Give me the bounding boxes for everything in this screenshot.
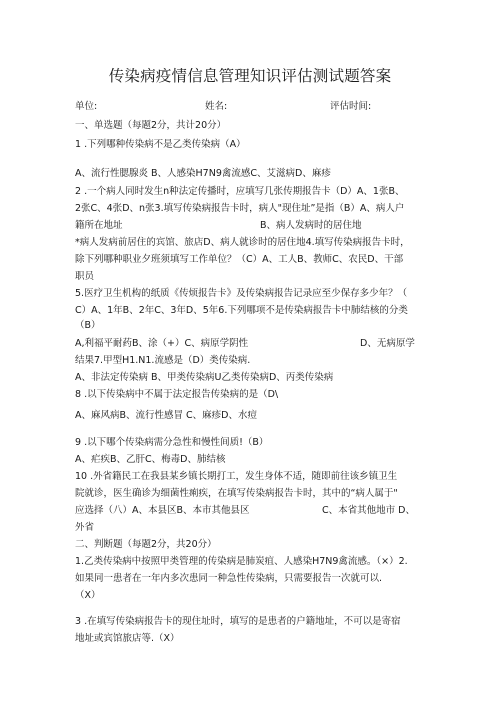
question-line: C）A、1年B、2年C、3年D、5年6.下列哪项不是传染病报告卡中肺结核的分类 <box>75 305 408 316</box>
options-line: A、非法定传染病 B、甲类传染病U乙类传染病D、丙类传染病 <box>75 372 334 383</box>
answer-line: （X） <box>75 590 101 601</box>
question-line: 1 .下列哪种传染病不是乙类传染病（A） <box>75 139 246 150</box>
question-line: 院就诊，医生确诊为细菌性痢疾，在填写传染病报告卡时，其中的“病人属于" <box>75 488 398 499</box>
no-pathogen-option: D、无病原学 <box>360 338 415 349</box>
name-label: 姓名: <box>205 101 228 112</box>
address-option: B、病人发病时的居住地 <box>260 220 362 231</box>
question-line: 职员 <box>75 271 95 282</box>
question-line: 籍所在地址 <box>75 220 123 231</box>
options-line: A、麻风病B、流行性感冒 C、麻疹D、水痘 <box>75 410 257 421</box>
question-line: （B） <box>75 320 101 331</box>
question-line: 外省 <box>75 522 95 533</box>
question-line: 3 .在填写传染病报告卡的现住址时，填写的是患者的户籍地址，不可以是寄宿 <box>75 616 401 627</box>
question-line: 应选择（八）A、本县区B、本市其他县区 <box>75 505 250 516</box>
question-line: 结果7.甲型H1.N1.流感是（D）类传染病. <box>75 355 251 366</box>
section-single-choice: 一、单选题（每题2分，共计20分） <box>75 120 227 131</box>
question-line: 地址或宾馆旅店等.（X） <box>75 633 180 644</box>
question-line: 如果同一患者在一年内多次患同一种急性传染病，只需要报告一次就可以. <box>75 573 383 584</box>
question-line: 2张C、4张D、n张3.填写传染病报告卡时，病人"现住址”是指（B）A、病人户 <box>75 203 405 214</box>
options-line: A,利福平耐药B、涂（+）C、病原学阴性 <box>75 338 249 349</box>
question-line: 5.医疗卫生机构的纸质《传烦报告卡》及传染病报告记录应至少保存多少年？（ <box>75 288 408 299</box>
options-line: A、疟疾B、乙肝C、梅毒D、肺结核 <box>75 454 226 465</box>
other-province-option: C、本省其他地市 D、 <box>322 505 415 516</box>
question-line: 9 .以下哪个传染病需分急性和慢性间质!（B） <box>75 437 269 448</box>
section-true-false: 二、判断题（每题2分，共20分） <box>75 539 217 550</box>
question-line: *病人发病前居住的宾馆、旅店D、病人就诊时的居住地4.填写传染病报告卡时， <box>75 237 410 248</box>
time-label: 评估时间: <box>330 101 372 112</box>
question-line: 1.乙类传染病中按照甲类管理的传染病是肺炭疽、人感染H7N9禽流感。（×）2. <box>75 556 408 567</box>
question-line: 8 .以下传染病中不属于法定报告传染病的是（D\ <box>75 389 279 400</box>
options-line: A、流行性腮腺炎 B、人感染H7N9禽流感C、艾滋病D、麻疹 <box>75 168 331 179</box>
question-line: 2 .一个病人同时发生n种法定传播时，应填写几张传期报告卡（D）A、1张B、 <box>75 186 405 197</box>
page-title: 传染病疫情信息管理知识评估测试题答案 <box>108 67 392 85</box>
unit-label: 单位: <box>75 101 98 112</box>
question-line: 除下列哪种职业夕班须填写工作单位？（C）A、工人B、教师C、农民D、干部 <box>75 254 404 265</box>
question-line: 10 .外省籍民工在我县某乡镇长期打工，发生身体不适，随即前往该乡镇卫生 <box>75 471 398 482</box>
